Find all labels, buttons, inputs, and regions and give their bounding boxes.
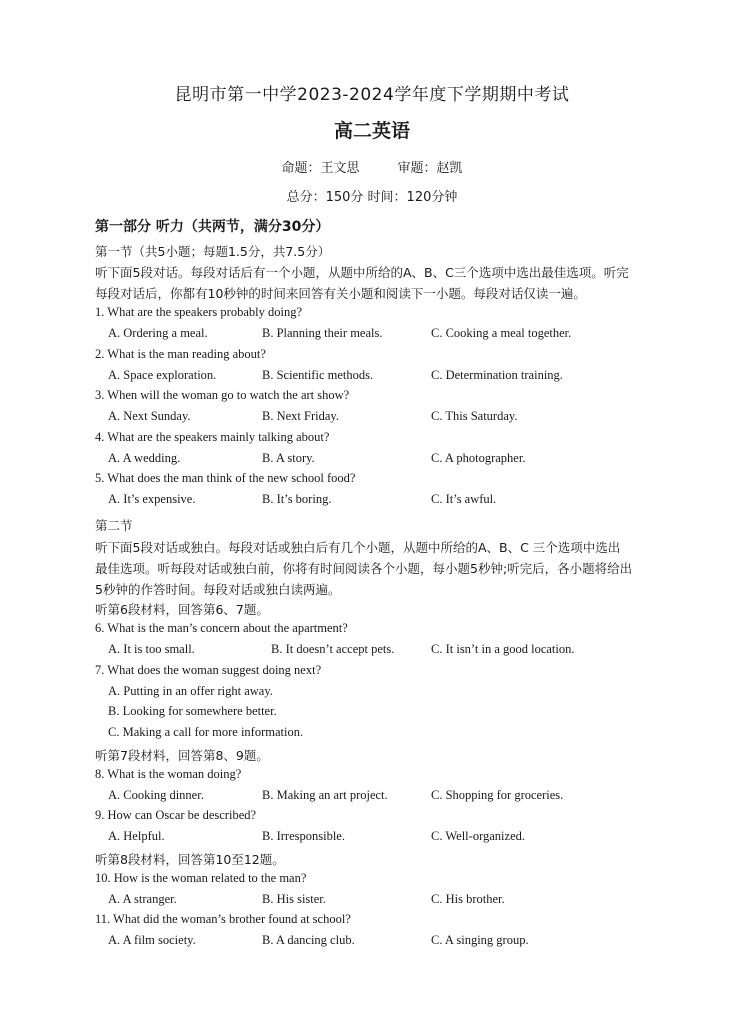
material-6-instruction: 听第6段材料，回答第6、7题。 xyxy=(95,602,269,617)
q10-option-c: C. His brother. xyxy=(431,892,505,906)
q8-option-b: B. Making an art project. xyxy=(262,788,388,802)
q2-option-b: B. Scientific methods. xyxy=(262,368,374,382)
q10-option-b: B. His sister. xyxy=(262,892,326,906)
section2-instruction-3: 5秒钟的作答时间。每段对话或独白读两遍。 xyxy=(95,582,341,597)
q4-option-b: B. A story. xyxy=(262,451,315,465)
q2-option-c: C. Determination training. xyxy=(431,368,563,382)
q5-option-c: C. It’s awful. xyxy=(431,492,497,506)
question-8: 8. What is the woman doing? xyxy=(95,767,242,781)
q7-option-a: A. Putting in an offer right away. xyxy=(108,684,273,698)
q9-option-b: B. Irresponsible. xyxy=(262,829,345,843)
q9-option-c: C. Well-organized. xyxy=(431,829,525,843)
q6-option-a: A. It is too small. xyxy=(108,642,195,656)
material-8-instruction: 听第8段材料，回答第10至12题。 xyxy=(95,852,285,867)
question-1: 1. What are the speakers probably doing? xyxy=(95,305,302,319)
q6-option-b: B. It doesn’t accept pets. xyxy=(271,642,395,656)
q1-option-c: C. Cooking a meal together. xyxy=(431,326,572,340)
q3-option-c: C. This Saturday. xyxy=(431,409,518,423)
question-5: 5. What does the man think of the new school food? xyxy=(95,471,356,485)
question-10: 10. How is the woman related to the man? xyxy=(95,871,307,885)
part1-heading: 第一部分 听力（共两节，满分30分） xyxy=(95,219,330,235)
q2-option-a: A. Space exploration. xyxy=(108,368,217,382)
q9-option-a: A. Helpful. xyxy=(108,829,165,843)
exam-title: 昆明市第一中学2023-2024学年度下学期期中考试 xyxy=(174,85,570,105)
reviewer-label: 审题：赵凯 xyxy=(397,161,463,176)
q3-option-a: A. Next Sunday. xyxy=(108,409,191,423)
q10-option-a: A. A stranger. xyxy=(108,892,177,906)
q4-option-c: C. A photographer. xyxy=(431,451,526,465)
question-6: 6. What is the man’s concern about the apartment? xyxy=(95,621,348,635)
q4-option-a: A. A wedding. xyxy=(108,451,181,465)
q7-option-c: C. Making a call for more information. xyxy=(108,725,304,739)
authors-line xyxy=(0,157,744,176)
score-time: 总分：150分 时间：120分钟 xyxy=(286,190,458,205)
q8-option-a: A. Cooking dinner. xyxy=(108,788,204,802)
q5-option-a: A. It’s expensive. xyxy=(108,492,196,506)
question-4: 4. What are the speakers mainly talking about? xyxy=(95,430,330,444)
q11-option-a: A. A film society. xyxy=(108,933,196,947)
q3-option-b: B. Next Friday. xyxy=(262,409,339,423)
question-2: 2. What is the man reading about? xyxy=(95,347,266,361)
q11-option-b: B. A dancing club. xyxy=(262,933,355,947)
section1-instruction-2: 每段对话后，你都有10秒钟的时间来回答有关小题和阅读下一小题。每段对话仅读一遍。 xyxy=(95,286,586,301)
section1-heading: 第一节（共5小题；每题1.5分，共7.5分） xyxy=(95,244,331,259)
q1-option-a: A. Ordering a meal. xyxy=(108,326,208,340)
section2-heading: 第二节 xyxy=(95,518,133,533)
q6-option-c: C. It isn’t in a good location. xyxy=(431,642,575,656)
setter-label: 命题：王文思 xyxy=(281,161,360,176)
material-7-instruction: 听第7段材料，回答第8、9题。 xyxy=(95,748,269,763)
q1-option-b: B. Planning their meals. xyxy=(262,326,383,340)
section2-instruction-2: 最佳选项。听每段对话或独白前，你将有时间阅读各个小题，每小题5秒钟;听完后，各小题将给出 xyxy=(95,561,633,576)
q7-option-b: B. Looking for somewhere better. xyxy=(108,704,277,718)
q8-option-c: C. Shopping for groceries. xyxy=(431,788,564,802)
q11-option-c: C. A singing group. xyxy=(431,933,529,947)
question-11: 11. What did the woman’s brother found at school? xyxy=(95,912,351,926)
section1-instruction-1: 听下面5段对话。每段对话后有一个小题，从题中所给的A、B、C三个选项中选出最佳选项。听完 xyxy=(95,265,629,280)
subject-title: 高二英语 xyxy=(333,120,410,142)
section2-instruction-1: 听下面5段对话或独白。每段对话或独白后有几个小题，从题中所给的A、B、C 三个选项中选出 xyxy=(95,540,621,555)
question-7: 7. What does the woman suggest doing next? xyxy=(95,663,322,677)
question-9: 9. How can Oscar be described? xyxy=(95,808,257,822)
q5-option-b: B. It’s boring. xyxy=(262,492,332,506)
question-3: 3. When will the woman go to watch the art show? xyxy=(95,388,350,402)
